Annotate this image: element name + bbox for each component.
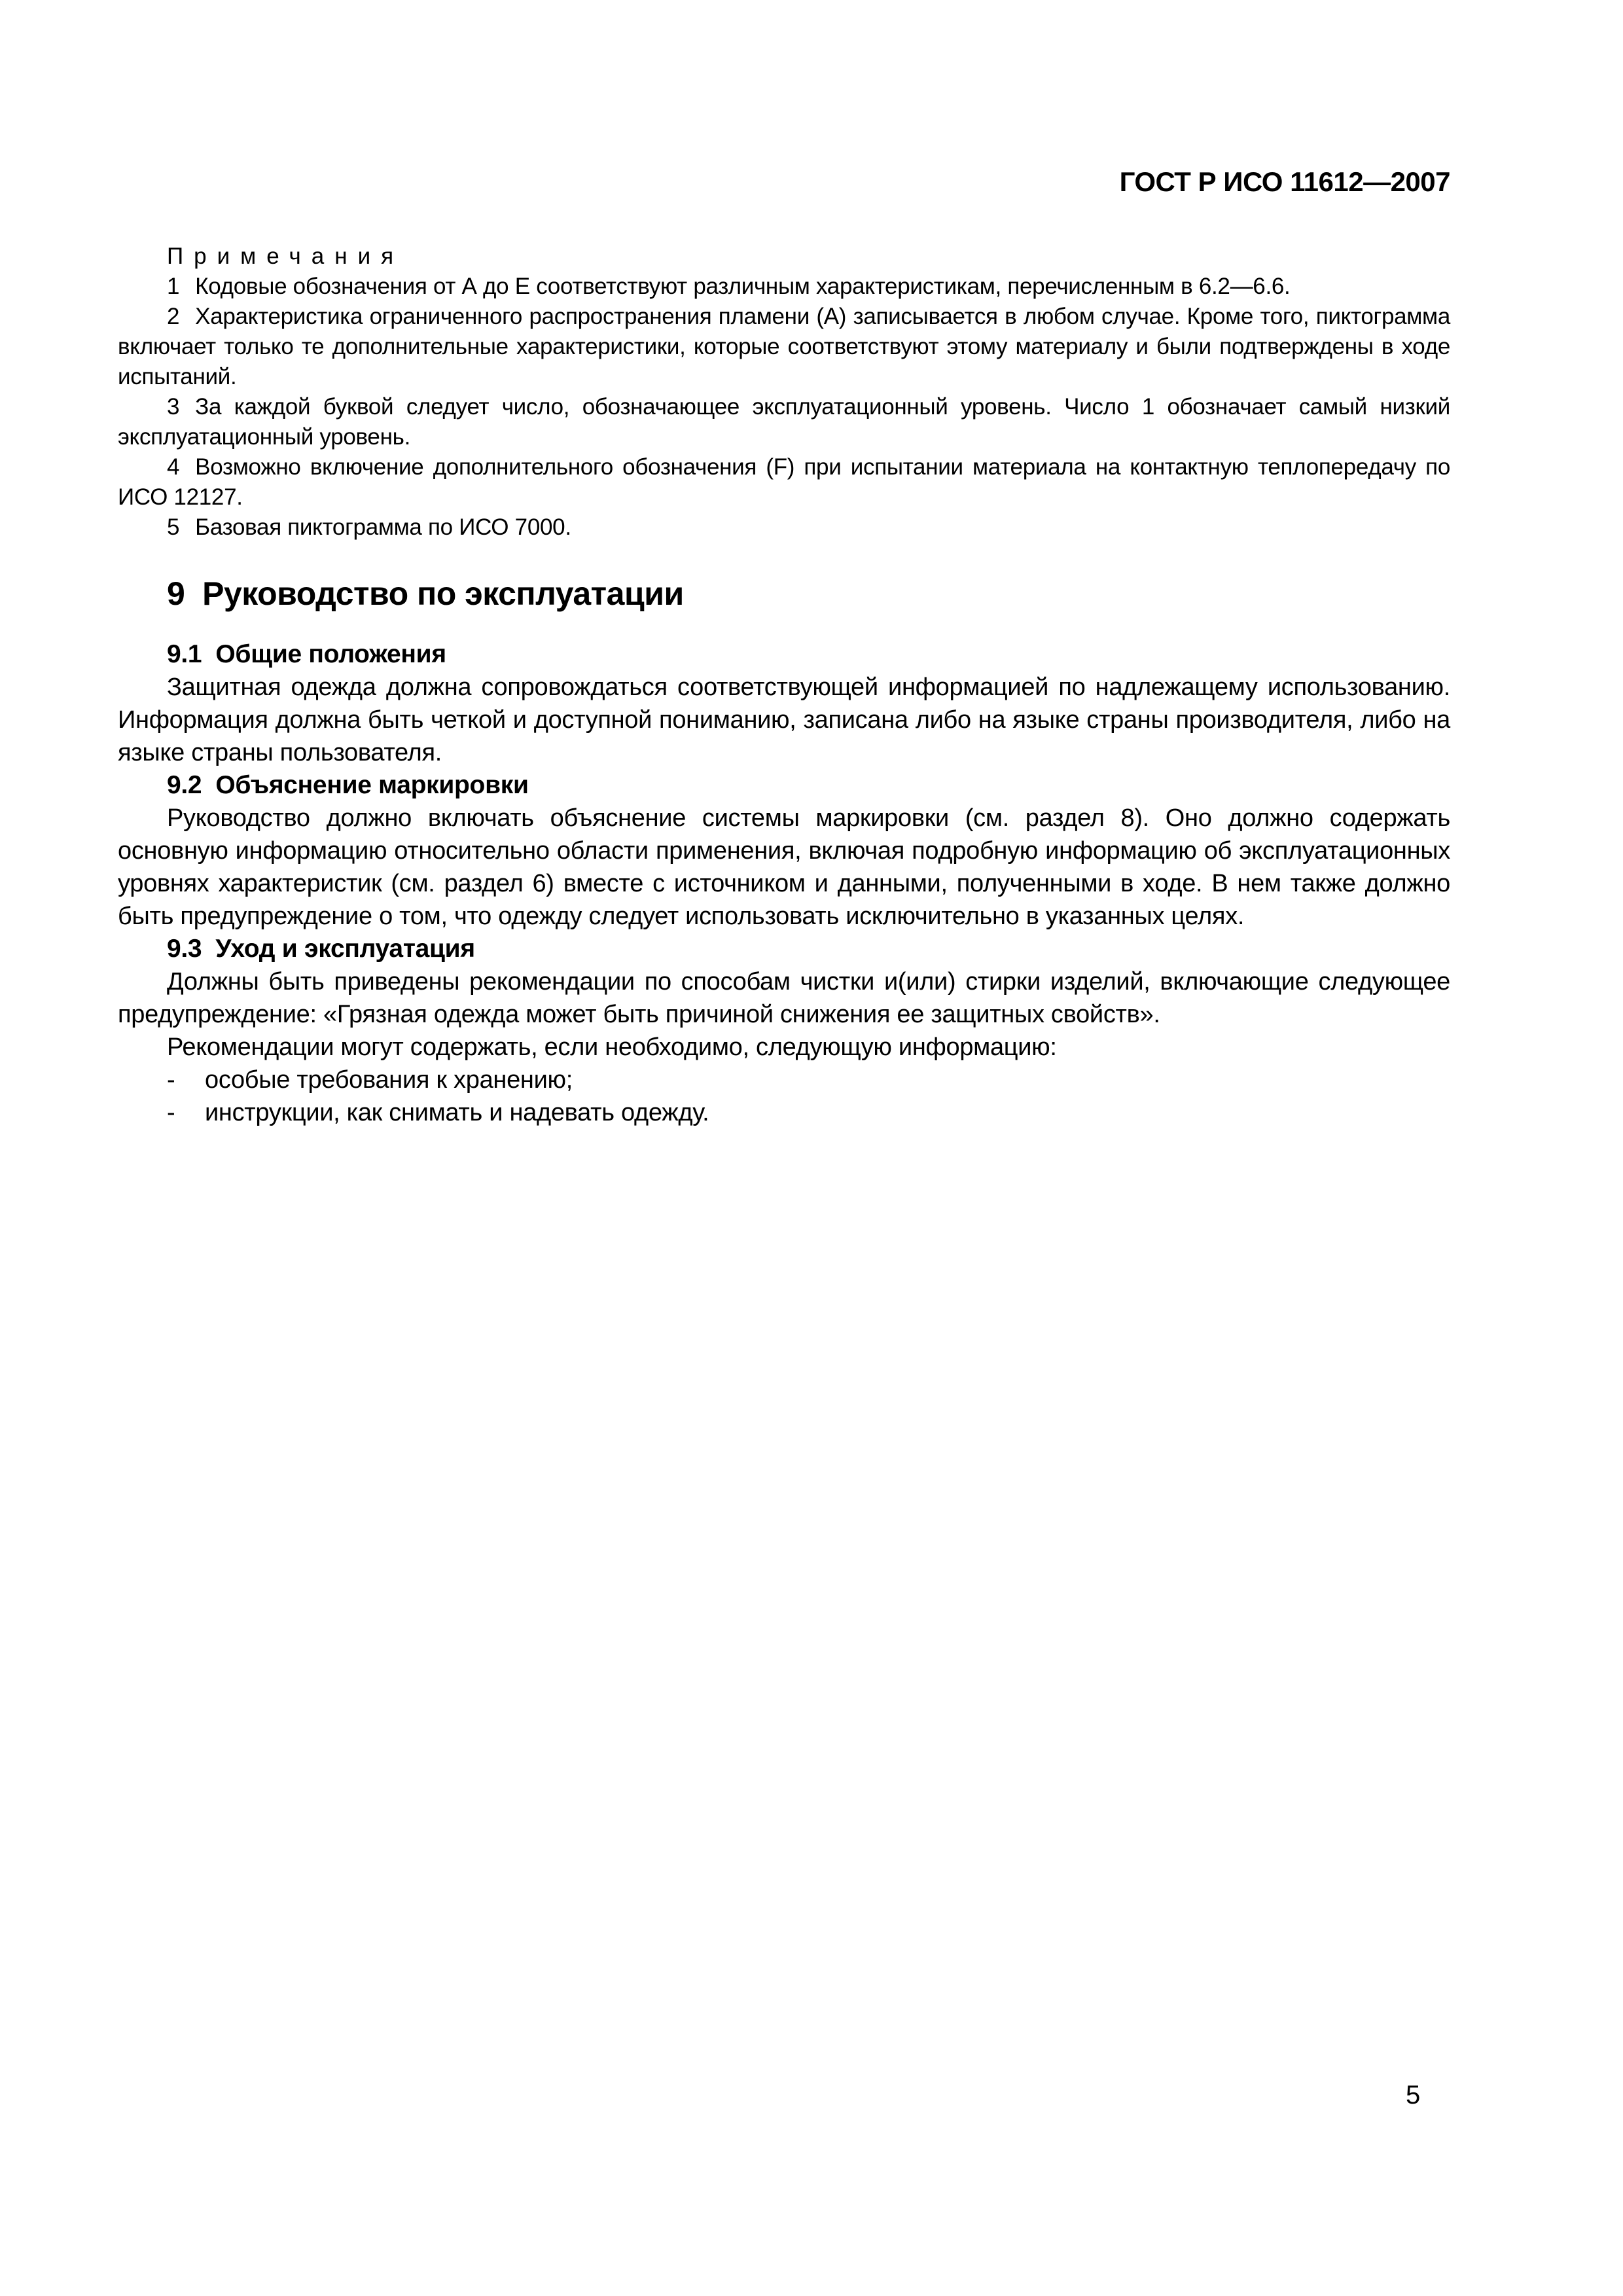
note-text: Характеристика ограниченного распространения пламени (А) записывается в любом случае. Кроме того, пиктограмма включает только те дополнительные характеристики, которые соответствуют этому материалу и были подтверждены в ходе испытаний. xyxy=(118,304,1450,389)
paragraph: Должны быть приведены рекомендации по способам чистки и(или) стирки изделий, включающие следующее предупреждение: «Грязная одежда может быть причиной снижения ее защитных свойств». xyxy=(118,968,1450,1028)
section-9-heading: 9 Руководство по эксплуатации xyxy=(167,575,684,612)
notes-block xyxy=(118,242,1450,543)
bullet-dash-marker: - xyxy=(167,1099,175,1126)
note-number: 1 xyxy=(167,274,180,299)
paragraph: Рекомендации могут содержать, если необходимо, следующую информацию: xyxy=(167,1033,1057,1061)
note-item xyxy=(118,392,1450,452)
note-item xyxy=(118,512,1450,543)
bullet-dash-marker: - xyxy=(167,1066,175,1094)
note-number: 5 xyxy=(167,514,180,540)
note-item xyxy=(118,302,1450,392)
bullet-text: инструкции, как снимать и надевать одежду. xyxy=(205,1099,709,1126)
note-number: 4 xyxy=(167,454,180,480)
subsection-9-1 xyxy=(118,638,1450,769)
note-item xyxy=(118,272,1450,302)
subsection-9-3 xyxy=(118,933,1450,1129)
bullet-text: особые требования к хранению; xyxy=(205,1066,573,1094)
notes-title: Примечания xyxy=(167,243,404,269)
page-content xyxy=(118,0,1450,1129)
subsection-9-2 xyxy=(118,769,1450,933)
bullet-list-item xyxy=(118,1096,1450,1129)
note-text: Возможно включение дополнительного обозначения (F) при испытании материала на контактную теплопередачу по ИСО 12127. xyxy=(118,454,1450,510)
note-number: 3 xyxy=(167,394,180,420)
paragraph: Защитная одежда должна сопровождаться соответствующей информацией по надлежащему использованию. Информация должна быть четкой и доступной пониманию, записана либо на языке страны производителя, либо на языке страны пользователя. xyxy=(118,673,1450,766)
document-code-header: ГОСТ Р ИСО 11612—2007 xyxy=(1119,166,1450,197)
note-text: Базовая пиктограмма по ИСО 7000. xyxy=(195,514,571,540)
note-item xyxy=(118,452,1450,512)
page-number: 5 xyxy=(1406,2081,1421,2109)
note-number: 2 xyxy=(167,304,180,329)
note-text: За каждой буквой следует число, обозначающее эксплуатационный уровень. Число 1 обозначает самый низкий эксплуатационный уровень. xyxy=(118,394,1450,450)
bullet-list-item xyxy=(118,1064,1450,1096)
note-text: Кодовые обозначения от А до Е соответствуют различным характеристикам, перечисленным в 6.2—6.6. xyxy=(195,274,1291,299)
paragraph: Руководство должно включать объяснение системы маркировки (см. раздел 8). Оно должно содержать основную информацию относительно области применения, включая подробную информацию об эксплуатационных уровнях характеристик (см. раздел 6) вместе с источником и данными, полученными в ходе. В нем также должно быть предупреждение о том, что одежду следует использовать исключительно в указанных целях. xyxy=(118,804,1450,930)
subsection-9-1-heading: 9.1 Общие положения xyxy=(167,640,446,668)
subsection-9-3-heading: 9.3 Уход и эксплуатация xyxy=(167,935,475,963)
subsection-9-2-heading: 9.2 Объяснение маркировки xyxy=(167,771,529,799)
